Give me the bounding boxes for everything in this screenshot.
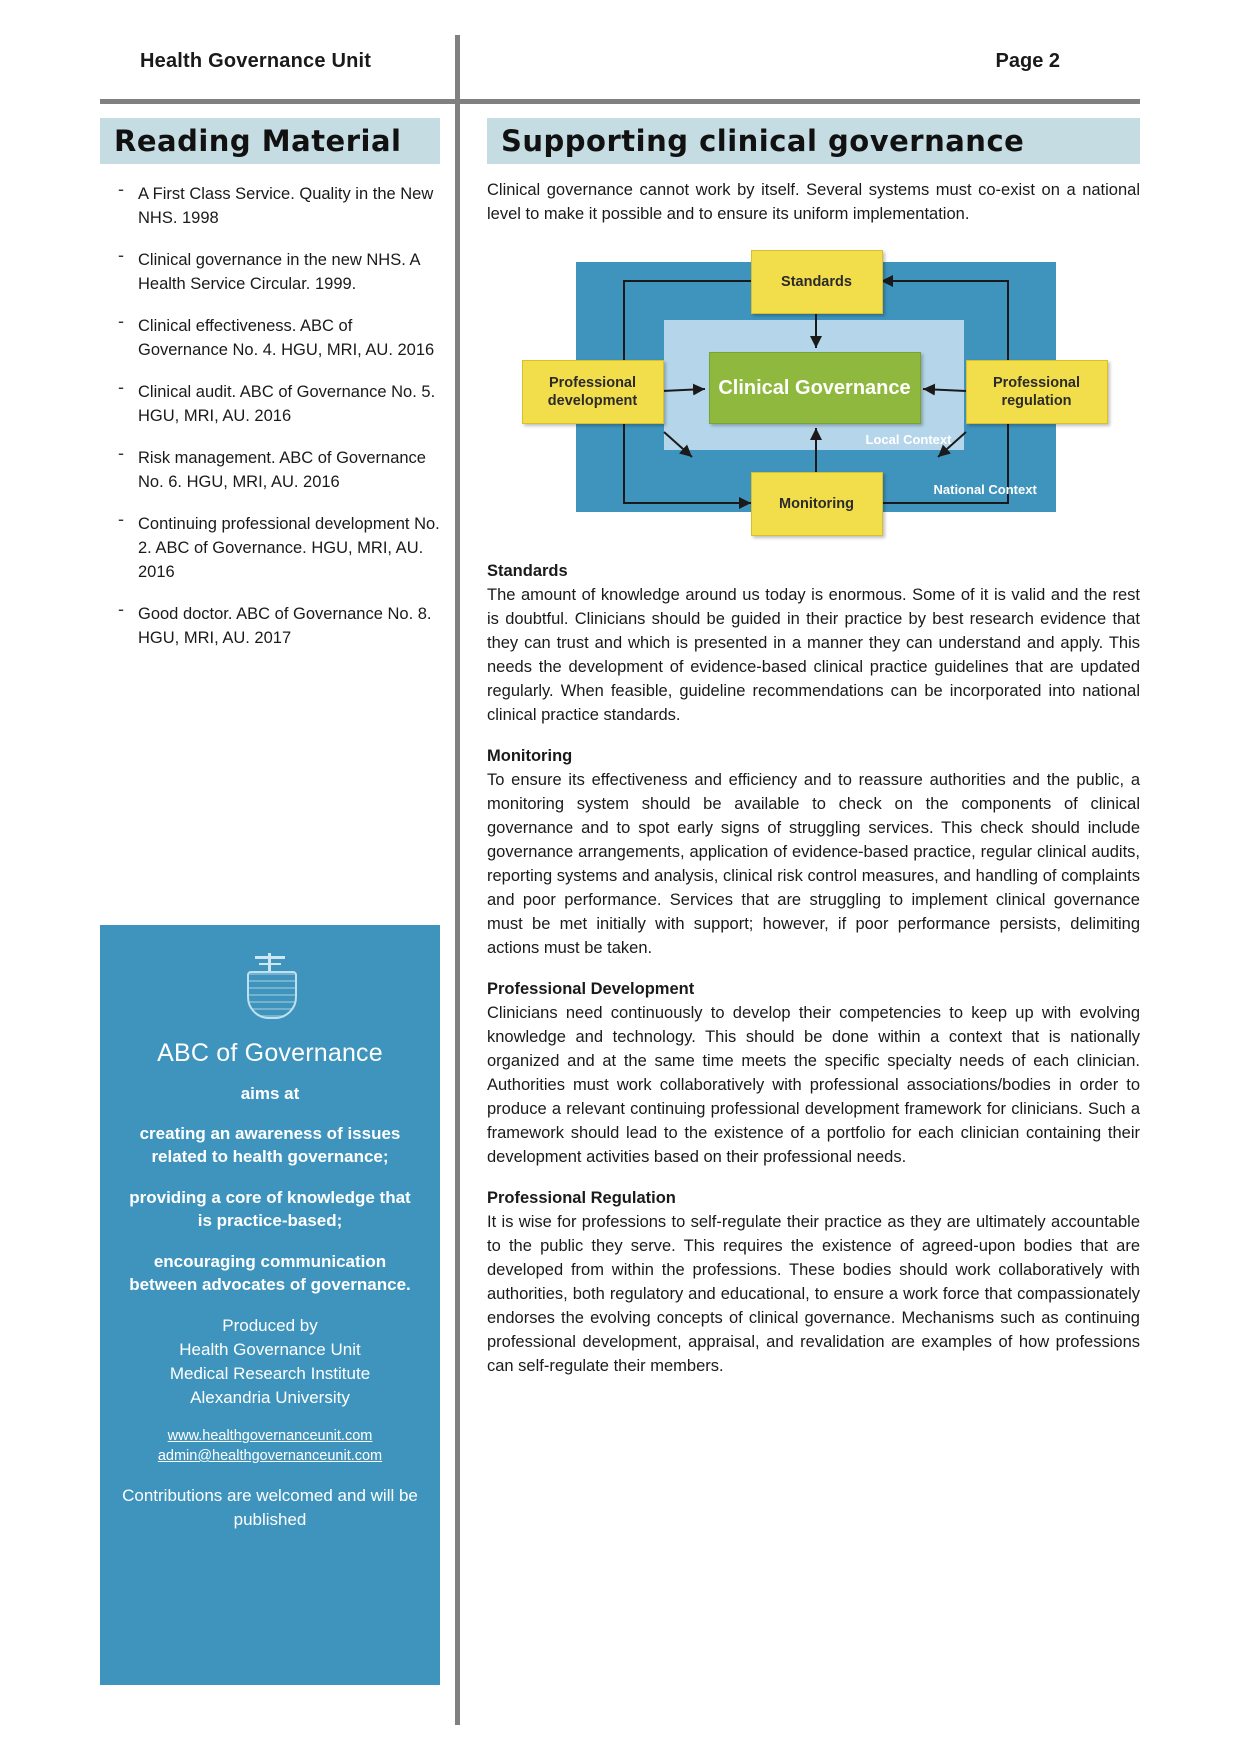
page-number: Page 2 (995, 50, 1060, 72)
supporting-clinical-governance-title: Supporting clinical governance (501, 124, 1025, 158)
diagram-node-professional-development: Professional development (522, 360, 664, 424)
section-heading-professional-development: Professional Development (487, 980, 695, 998)
promo-produced-by (116, 1314, 424, 1410)
section-text-standards: The amount of knowledge around us today is enormous. Some of it is valid and the rest is doubtful. Clinicians should be guided in their practice by best research evidence that they can trust and which is presented in a manner they can understand and apply. This needs the development of evidence-based clinical practice guidelines that are updated regularly. When feasible, guideline recommendations can be incorporated into national clinical practice standards. (487, 586, 1140, 724)
promo-point: encouraging communication between advocates of governance. (129, 1252, 411, 1294)
list-item: - Good doctor. ABC of Governance No. 8. HGU, MRI, AU. 2017 (100, 602, 440, 650)
list-item: - A First Class Service. Quality in the New NHS. 1998 (100, 182, 440, 230)
abc-of-governance-promo (100, 925, 440, 1685)
diagram-node-clinical-governance: Clinical Governance (709, 352, 921, 424)
right-column (487, 118, 1140, 1378)
list-item: - Continuing professional development No. 2. ABC of Governance. HGU, MRI, AU. 2016 (100, 512, 440, 584)
supporting-clinical-governance-banner (487, 118, 1140, 164)
page-header (100, 40, 1140, 92)
produced-line: Alexandria University (190, 1388, 350, 1407)
reading-material-title: Reading Material (114, 124, 402, 158)
section-text-professional-regulation: It is wise for professions to self-regulate their practice as they are ultimately accountable to the public they serve. This requires the existence of agreed-upon bodies that are developed from within the professions. These bodies should work collaboratively with authorities, both regulatory and educational, to ensure a work force that compassionately endorses the evolving concepts of clinical governance. Mechanisms such as continuing professional development, appraisal, and revalidation are examples of how professions can self-regulate their members. (487, 1213, 1140, 1375)
section-heading-monitoring: Monitoring (487, 747, 573, 765)
email-link[interactable]: admin@healthgovernanceunit.com (157, 1448, 383, 1464)
promo-point: creating an awareness of issues related to health governance; (139, 1124, 401, 1166)
column-divider (455, 35, 460, 1725)
list-item: - Clinical effectiveness. ABC of Governance No. 4. HGU, MRI, AU. 2016 (100, 314, 440, 362)
header-title: Health Governance Unit (140, 50, 372, 72)
clinical-governance-diagram (514, 242, 1114, 542)
promo-contributions-note: Contributions are welcomed and will be published (122, 1486, 418, 1529)
intro-paragraph: Clinical governance cannot work by itself. Several systems must co-exist on a national level to make it possible and to ensure its uniform implementation. (487, 181, 1140, 223)
section-heading-professional-regulation: Professional Regulation (487, 1189, 676, 1207)
promo-links (116, 1426, 424, 1466)
promo-title: ABC of Governance (157, 1039, 383, 1067)
diagram-node-professional-regulation: Professional regulation (966, 360, 1108, 424)
section-heading-standards: Standards (487, 562, 568, 580)
diagram-node-standards: Standards (751, 250, 883, 314)
section-text-professional-development: Clinicians need continuously to develop their competencies to keep up with evolving knowledge and technology. This should be done within a context that is nationally organized and at the same time meets the specific specialty needs of each clinician. Authorities must work collaboratively with professional associations/bodies in order to produce a relevant continuing professional development framework for clinicians. Such a framework should lead to the existence of a portfolio for each clinician containing their development activities based on their professional needs. (487, 1004, 1140, 1166)
produced-line: Medical Research Institute (169, 1364, 371, 1383)
produced-line: Produced by (222, 1316, 318, 1335)
section-text-monitoring: To ensure its effectiveness and efficiency and to reassure authorities and the public, a monitoring system should be available to check on the components of clinical governance and to spot early signs of struggling services. This check should include governance arrangements, application of evidence-based practice, regular clinical audits, reporting systems and analysis, clinical risk control measures, and handling of complaints and poor performance. Services that are struggling to implement clinical governance must be met initially with support; however, if poor performance persists, delimiting actions must be taken. (487, 771, 1140, 957)
promo-aims-label: aims at (240, 1084, 300, 1103)
header-divider (100, 99, 1140, 104)
diagram-node-monitoring: Monitoring (751, 472, 883, 536)
diagram-label-local-context: Local Context (865, 432, 952, 447)
reading-material-banner (100, 118, 440, 164)
produced-line: Health Governance Unit (179, 1340, 361, 1359)
website-link[interactable]: www.healthgovernanceunit.com (167, 1428, 373, 1444)
university-crest-icon (239, 951, 301, 1025)
promo-point: providing a core of knowledge that is practice-based; (129, 1188, 411, 1230)
list-item: - Clinical audit. ABC of Governance No. 5. HGU, MRI, AU. 2016 (100, 380, 440, 428)
reading-material-list (100, 182, 440, 650)
list-item: - Clinical governance in the new NHS. A Health Service Circular. 1999. (100, 248, 440, 296)
diagram-label-national-context: National Context (933, 482, 1037, 497)
left-column (100, 118, 440, 668)
list-item: - Risk management. ABC of Governance No. 6. HGU, MRI, AU. 2016 (100, 446, 440, 494)
